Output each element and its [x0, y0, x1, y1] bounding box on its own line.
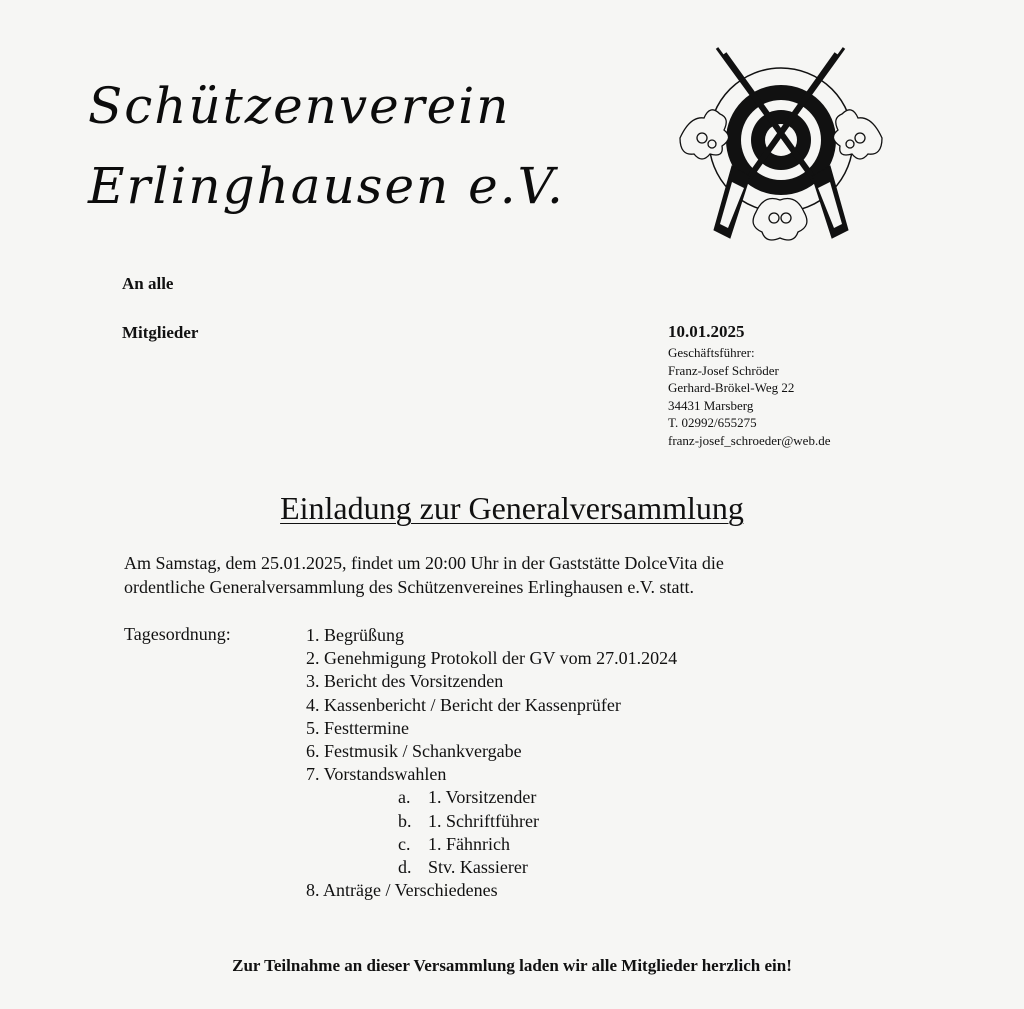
agenda-label: Tagesordnung:: [124, 624, 231, 644]
agenda-item: 1. Begrüßung: [306, 625, 404, 645]
intro-text: [124, 551, 724, 599]
recipient-line1: An alle: [122, 274, 174, 293]
agenda-item: 5. Festtermine: [306, 717, 409, 738]
intro-line2: ordentliche Generalversammlung des Schützenvereines Erlinghausen e.V. statt.: [124, 577, 694, 597]
sender-block: [668, 320, 830, 449]
sender-name: Franz-Josef Schröder: [668, 362, 779, 378]
agenda-subitem: [306, 833, 677, 856]
subitem-letter: d.: [398, 857, 412, 878]
club-name-line2: Erlinghausen e.V.: [88, 157, 565, 215]
sender-role: Geschäftsführer:: [668, 345, 755, 360]
letter-date: 10.01.2025: [668, 322, 745, 341]
agenda-subitem: [306, 786, 677, 809]
intro-line1: Am Samstag, dem 25.01.2025, findet um 20:00 Uhr in der Gaststätte DolceVita die: [124, 553, 724, 573]
agenda-subitem: [306, 810, 677, 833]
agenda-subitems: [306, 786, 677, 879]
recipient-line2: Mitglieder: [122, 323, 199, 342]
sender-email: franz-josef_schroeder@web.de: [668, 432, 831, 448]
subitem-text: Stv. Kassierer: [428, 857, 528, 878]
agenda-item: 2. Genehmigung Protokoll der GV vom 27.01.2024: [306, 648, 678, 669]
agenda-item: 8. Anträge / Verschiedenes: [306, 880, 498, 901]
subitem-letter: a.: [398, 787, 411, 808]
sender-city: 34431 Marsberg: [668, 397, 754, 413]
agenda-list: [306, 624, 677, 902]
subitem-text: 1. Schriftführer: [428, 810, 539, 831]
agenda-subitem: [306, 856, 677, 879]
agenda-item: 7. Vorstandswahlen: [306, 764, 447, 785]
subitem-text: 1. Fähnrich: [428, 833, 510, 854]
sender-phone: T. 02992/655275: [668, 415, 757, 430]
closing-line: Zur Teilnahme an dieser Versammlung laden wir alle Mitglieder herzlich ein!: [232, 956, 792, 975]
page-title: Einladung zur Generalversammlung: [280, 490, 744, 526]
subitem-text: 1. Vorsitzender: [428, 787, 537, 808]
agenda-item: 3. Bericht des Vorsitzenden: [306, 671, 504, 692]
agenda-item: 6. Festmusik / Schankvergabe: [306, 741, 522, 762]
subitem-letter: c.: [398, 833, 411, 854]
club-name: [88, 66, 565, 226]
agenda-item: 4. Kassenbericht / Bericht der Kassenprüfer: [306, 694, 621, 715]
crossed-rifles-target-icon: [672, 42, 890, 246]
subitem-letter: b.: [398, 810, 412, 831]
sender-street: Gerhard-Brökel-Weg 22: [668, 380, 795, 395]
club-name-line1: Schützenverein: [88, 77, 511, 135]
